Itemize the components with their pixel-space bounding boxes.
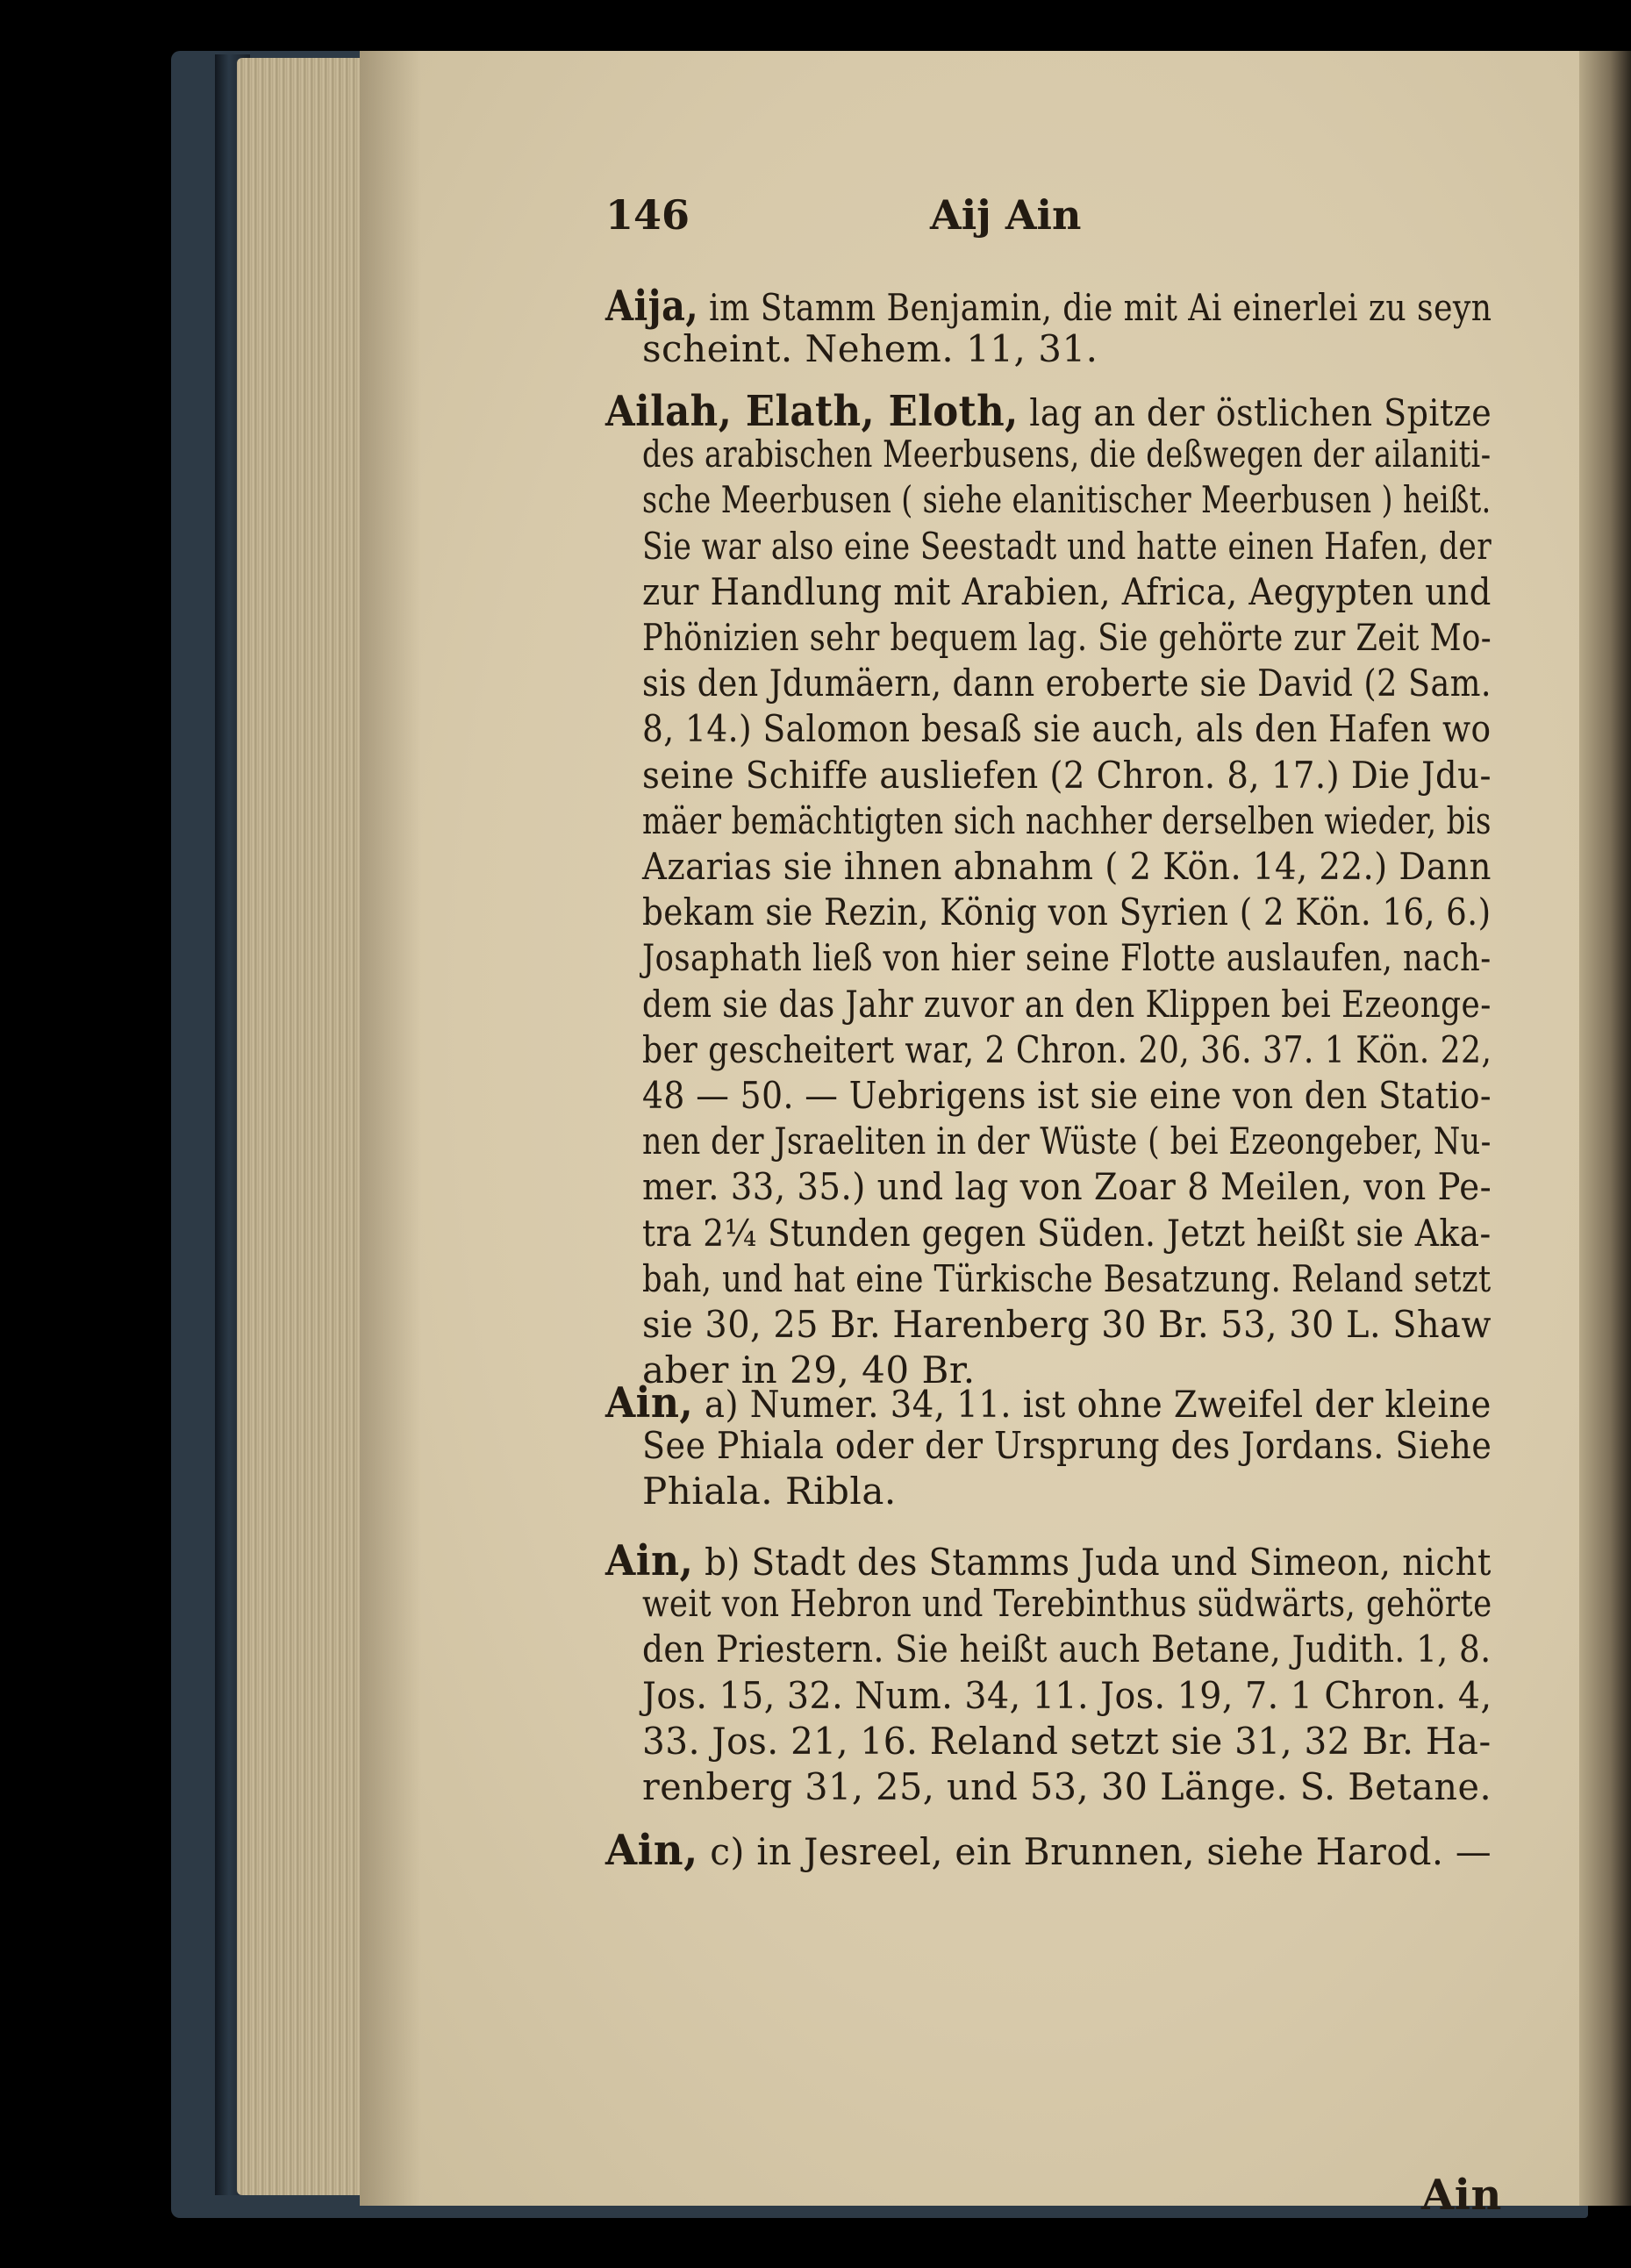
entry-text: mäer bemächtigten sich nachher derselben wieder, bis [642,798,1492,842]
entry-text: des arabischen Meerbusens, die deßwegen der ailaniti- [642,433,1492,476]
entry-text: Sie war also eine Seestadt und hatte einen Hafen, der [642,524,1492,568]
entry-text: 48 — 50. — Uebrigens ist sie eine von den Statio- [642,1074,1492,1117]
entry-line [642,1027,1492,1071]
entry-line [642,798,1492,842]
running-title: Aij Ain [930,191,1082,239]
page-number: 146 [605,191,690,239]
entry-text: im Stamm Benjamin, die mit Ai einerlei zu seyn [698,286,1492,329]
entry-keyword: Ain, [605,1536,694,1585]
entry-keyword: Aija, [605,282,699,331]
entry-text: Josaphath ließ von hier seine Flotte auslaufen, nach- [642,936,1492,980]
entry-text: 8, 14.) Salomon besaß sie auch, als den Hafen wo [642,707,1492,751]
entry-text: zur Handlung mit Arabien, Africa, Aegypten und [642,569,1492,613]
entry-text: sis den Jdumäern, dann eroberte sie David (2 Sam. [642,662,1492,705]
entry-text: bekam sie Rezin, König von Syrien ( 2 Kön. 16, 6.) [642,891,1492,934]
entry-text: c) in Jesreel, ein Brunnen, siehe Harod. — [697,1830,1492,1873]
entry-text: b) Stadt des Stamms Juda und Simeon, nicht [693,1541,1492,1584]
entry-line [642,1120,1492,1163]
entry-text: dem sie das Jahr zuvor an den Klippen bei Ezeonge- [642,982,1492,1026]
entry-headline [605,387,1492,436]
entry-line [642,1765,1492,1808]
entry-line [642,891,1492,934]
entry-text: sche Meerbusen ( siehe elanitischer Meerbusen ) heißt. [642,478,1492,522]
entry-line [642,478,1492,522]
entry-line [642,327,1098,371]
entry-line [642,524,1492,568]
entry-line [642,1211,1492,1255]
entry-text: tra 2¼ Stunden gegen Süden. Jetzt heißt sie Aka- [642,1211,1492,1255]
entry-line [642,1074,1492,1117]
entry-text: Azarias sie ihnen abnahm ( 2 Kön. 14, 22.) Dann [642,845,1492,888]
entry-text: scheint. Nehem. 11, 31. [642,327,1098,371]
entry-text: aber in 29, 40 Br. [642,1349,976,1392]
entry-headline [605,1536,1492,1585]
entry-line [642,1256,1492,1300]
entry-line [642,936,1492,980]
entry-text: bah, und hat eine Türkische Besatzung. Reland setzt [642,1256,1492,1300]
entry-line [642,1673,1492,1717]
entry-keyword: Ailah, Elath, Eloth, [605,387,1019,436]
entry-line [642,569,1492,613]
entry-line [642,1582,1492,1626]
entry-headline [605,1826,1492,1875]
entry-line [642,662,1492,705]
entry-text: ber gescheitert war, 2 Chron. 20, 36. 37. 1 Kön. 22, [642,1027,1492,1071]
entry-text: 33. Jos. 21, 16. Reland setzt sie 31, 32 Br. Ha- [642,1719,1492,1763]
entry-keyword: Ain, [605,1378,694,1427]
entry-line [642,1424,1492,1468]
entry-text: nen der Jsraeliten in der Wüste ( bei Ezeongeber, Nu- [642,1120,1492,1163]
entry-text: seine Schiffe ausliefen (2 Chron. 8, 17.) Die Jdu- [642,753,1492,797]
entry-text: See Phiala oder der Ursprung des Jordans. Siehe [642,1424,1492,1468]
entry-text: weit von Hebron und Terebinthus südwärts, gehörte [642,1582,1492,1626]
entry-line [642,982,1492,1026]
catchword: Ain [1421,2171,1502,2220]
entry-line [642,1628,1492,1671]
entry-line [642,1303,1492,1346]
entry-line [642,1165,1492,1209]
entry-text: Phiala. Ribla. [642,1470,897,1513]
entry-line [642,1470,897,1513]
entry-line [642,845,1492,888]
entry-text: mer. 33, 35.) und lag von Zoar 8 Meilen, von Pe- [642,1165,1492,1209]
entry-text: renberg 31, 25, und 53, 30 Länge. S. Betane. [642,1765,1492,1808]
entry-headline [605,1378,1492,1427]
entry-keyword: Ain, [605,1826,698,1875]
entry-line [642,1719,1492,1763]
entry-text: den Priestern. Sie heißt auch Betane, Judith. 1, 8. [642,1628,1492,1671]
entry-line [642,753,1492,797]
entry-text: Jos. 15, 32. Num. 34, 11. Jos. 19, 7. 1 Chron. 4, [642,1673,1492,1717]
entry-text: sie 30, 25 Br. Harenberg 30 Br. 53, 30 L. Shaw [642,1303,1492,1346]
entry-line [642,707,1492,751]
entry-text: a) Numer. 34, 11. ist ohne Zweifel der kleine [693,1383,1492,1426]
entry-line [642,433,1492,476]
entry-text: lag an der östlichen Spitze [1018,391,1492,434]
entry-text: Phönizien sehr bequem lag. Sie gehörte zur Zeit Mo- [642,616,1492,659]
entry-headline [605,282,1492,331]
entry-line [642,616,1492,659]
